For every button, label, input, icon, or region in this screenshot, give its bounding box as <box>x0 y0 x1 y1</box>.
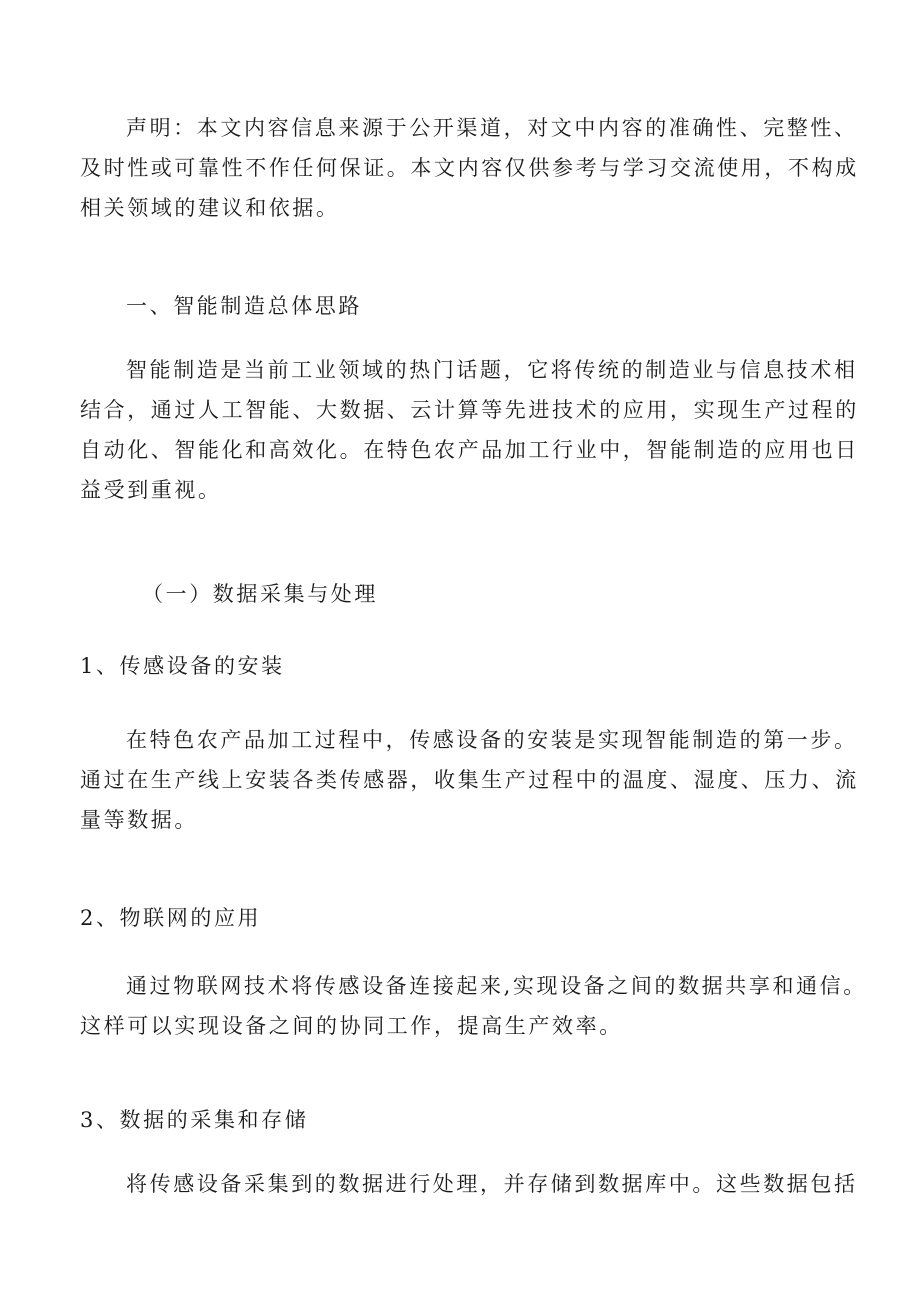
section-1-title: 一、智能制造总体思路 <box>126 294 362 318</box>
item-3-line-1: 将传感设备采集到的数据进行处理，并存储到数据库中。这些数据包括 <box>126 1172 858 1196</box>
item-1-paragraph <box>80 720 859 840</box>
subsection-heading <box>80 574 850 614</box>
item-1-title: 1、传感设备的安装 <box>80 654 285 678</box>
item-heading <box>80 898 850 938</box>
item-1-line-3: 量等数据。 <box>80 808 198 832</box>
item-3-paragraph <box>80 1164 858 1204</box>
item-3-title: 3、数据的采集和存储 <box>80 1108 309 1132</box>
item-heading <box>80 646 850 686</box>
intro-paragraph <box>80 350 859 510</box>
subsection-1-title: （一）数据采集与处理 <box>142 582 378 606</box>
item-1-line-2: 通过在生产线上安装各类传感器，收集生产过程中的温度、湿度、压力、流 <box>80 768 859 792</box>
item-2-paragraph <box>80 966 867 1046</box>
disclaimer-line-1: 声明：本文内容信息来源于公开渠道，对文中内容的准确性、完整性、 <box>126 116 858 140</box>
item-1-line-1: 在特色农产品加工过程中，传感设备的安装是实现智能制造的第一步。 <box>126 728 858 752</box>
item-2-line-1: 通过物联网技术将传感设备连接起来,实现设备之间的数据共享和通信。 <box>126 974 867 998</box>
disclaimer-line-3: 相关领域的建议和依据。 <box>80 196 340 220</box>
intro-line-4: 益受到重视。 <box>80 478 222 502</box>
item-2-line-2: 这样可以实现设备之间的协同工作，提高生产效率。 <box>80 1014 623 1038</box>
section-heading <box>80 286 850 326</box>
intro-line-3: 自动化、智能化和高效化。在特色农产品加工行业中，智能制造的应用也日 <box>80 438 859 462</box>
disclaimer-line-2: 及时性或可靠性不作任何保证。本文内容仅供参考与学习交流使用，不构成 <box>80 156 859 180</box>
disclaimer-paragraph <box>80 108 859 228</box>
intro-line-1: 智能制造是当前工业领域的热门话题，它将传统的制造业与信息技术相 <box>126 358 858 382</box>
item-heading <box>80 1100 850 1140</box>
intro-line-2: 结合，通过人工智能、大数据、云计算等先进技术的应用，实现生产过程的 <box>80 398 859 422</box>
item-2-title: 2、物联网的应用 <box>80 906 262 930</box>
